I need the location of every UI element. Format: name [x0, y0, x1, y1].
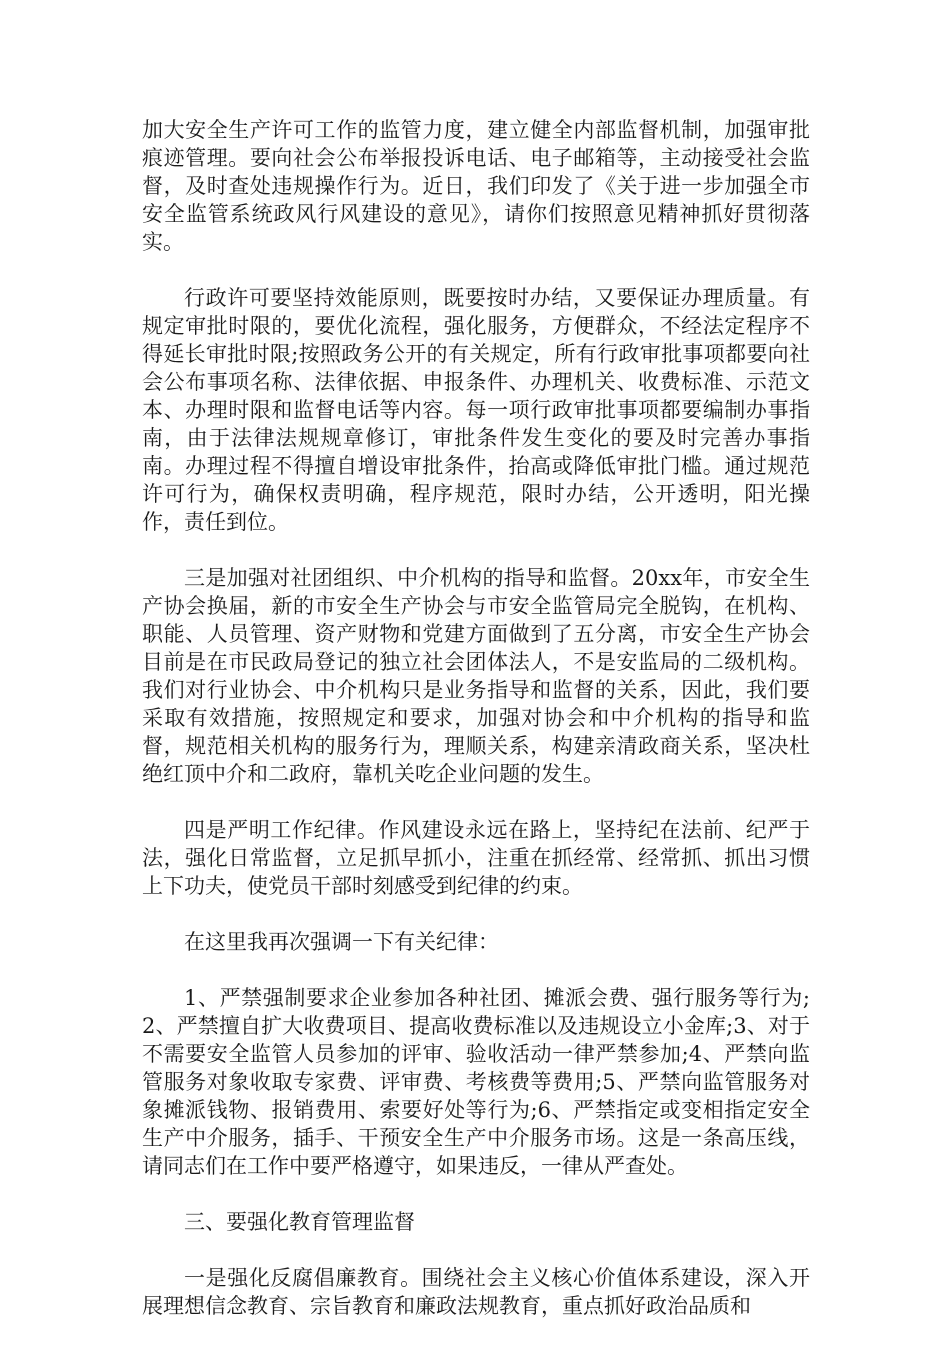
section-heading: 三、要强化教育管理监督 [184, 1210, 415, 1234]
paragraph-administrative-license: 行政许可要坚持效能原则，既要按时办结，又要保证办理质量。有规定审批时限的，要优化流程，强化服务，方便群众，不经法定程序不得延长审批时限;按照政务公开的有关规定，所有行政审批事项都要向社会公布事项名称、法律依据、申报条件、办理机关、收费标准、示范文本、办理时限和监督电话等内容。每一项行政审批事项都要编制办事指南，由于法律法规规章修订，审批条件发生变化的要及时完善办事指南。办理过程不得擅自增设审批条件，抬高或降低审批门槛。通过规范许可行为，确保权责明确，程序规范，限时办结，公开透明，阳光操作，责任到位。 [142, 286, 810, 534]
paragraph-work-discipline: 四是严明工作纪律。作风建设永远在路上，坚持纪在法前、纪严于法，强化日常监督，立足抓早抓小，注重在抓经常、经常抓、抓出习惯上下功夫，使党员干部时刻感受到纪律的约束。 [142, 818, 810, 898]
paragraph-discipline-rules: 1、严禁强制要求企业参加各种社团、摊派会费、强行服务等行为;2、严禁擅自扩大收费项目、提高收费标准以及违规设立小金库;3、对于不需要安全监管人员参加的评审、验收活动一律严禁参加;4、严禁向监管服务对象收取专家费、评审费、考核费等费用;5、严禁向监管服务对象摊派钱物、报销费用、索要好处等行为;6、严禁指定或变相指定安全生产中介服务，插手、干预安全生产中介服务市场。这是一条高压线，请同志们在工作中要严格遵守，如果违反，一律从严查处。 [142, 986, 810, 1178]
paragraph-continuation: 加大安全生产许可工作的监管力度，建立健全内部监督机制，加强审批痕迹管理。要向社会公布举报投诉电话、电子邮箱等，主动接受社会监督，及时查处违规操作行为。近日，我们印发了《关于进一步加强全市安全监管系统政风行风建设的意见》，请你们按照意见精神抓好贯彻落实。 [142, 118, 810, 254]
paragraph-social-organizations: 三是加强对社团组织、中介机构的指导和监督。20xx年，市安全生产协会换届，新的市安全生产协会与市安全监管局完全脱钩，在机构、职能、人员管理、资产财物和党建方面做到了五分离，市安全生产协会目前是在市民政局登记的独立社会团体法人，不是安监局的二级机构。我们对行业协会、中介机构只是业务指导和监督的关系，因此，我们要采取有效措施，按照规定和要求，加强对协会和中介机构的指导和监督，规范相关机构的服务行为，理顺关系，构建亲清政商关系，坚决杜绝红顶中介和二政府，靠机关吃企业问题的发生。 [142, 566, 810, 786]
document-page [142, 116, 810, 1348]
paragraph-anti-corruption: 一是强化反腐倡廉教育。围绕社会主义核心价值体系建设，深入开展理想信念教育、宗旨教育和廉政法规教育，重点抓好政治品质和 [142, 1266, 810, 1318]
paragraph-discipline-intro: 在这里我再次强调一下有关纪律： [184, 930, 499, 954]
